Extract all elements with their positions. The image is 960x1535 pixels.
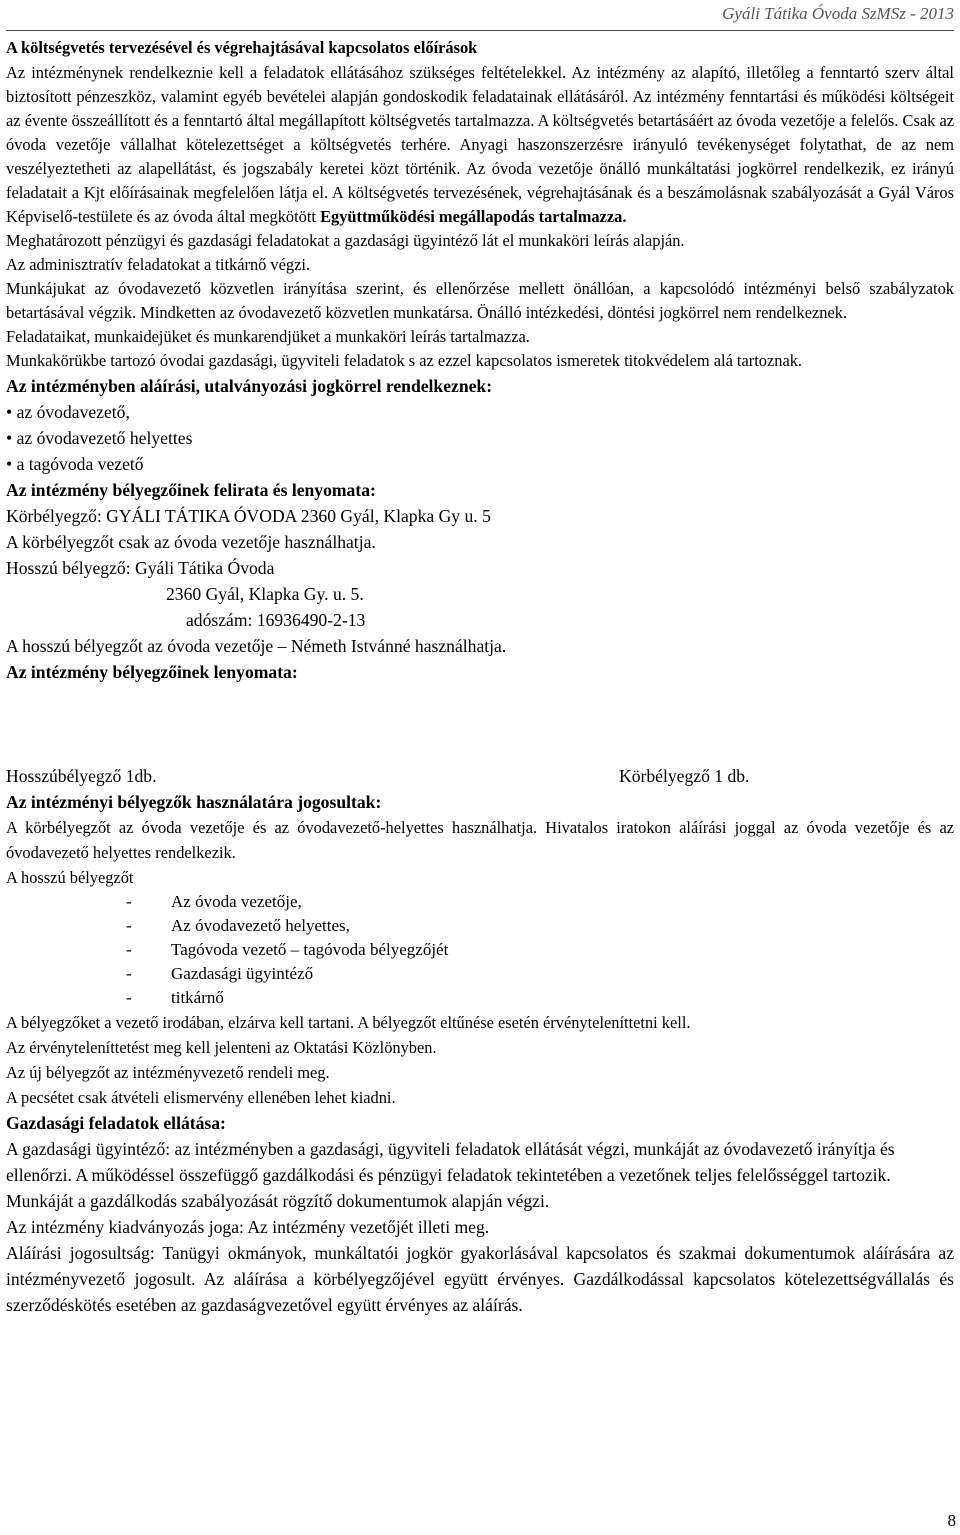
authorized-line-2: Az érvényteleníttetést meg kell jelenteni az Oktatási Közlönyben.: [6, 1038, 437, 1057]
long-stamp-count: Hosszúbélyegző 1db.: [6, 766, 157, 786]
publishing-right: Az intézmény kiadványozás joga: Az intézmény vezetőjét illeti meg.: [6, 1217, 490, 1237]
imprint-area: [6, 685, 954, 763]
round-stamp-use: A körbélyegzőt csak az óvoda vezetője használhatja.: [6, 532, 376, 552]
stamp-counts: [6, 763, 954, 789]
budget-line-2: Az adminisztratív feladatokat a titkárnő végzi.: [6, 255, 311, 274]
budget-paragraph-bold: Együttműködési megállapodás tartalmazza.: [320, 207, 627, 226]
long-stamp-users-list: [6, 890, 954, 1010]
budget-line-1: Meghatározott pénzügyi és gazdasági feladatokat a gazdasági ügyintéző lát el munkaköri leírás alapján.: [6, 231, 685, 250]
list-item: - Az óvoda vezetője,: [126, 892, 302, 911]
list-item: - Gazdasági ügyintéző: [126, 964, 314, 983]
long-stamp-line-2: 2360 Gyál, Klapka Gy. u. 5.: [166, 584, 364, 604]
round-stamp-count: Körbélyegző 1 db.: [619, 766, 750, 786]
page-header: [6, 4, 954, 31]
budget-paragraph-text: Az intézménynek rendelkeznie kell a feladatok ellátásához szükséges feltételekkel. Az intézmény az alapító, illetőleg a fenntartó szerv által biztosított pénzeszköz, valamint egyéb bevételei alapján gondoskodik feladatainak ellátásáról. Az intézmény fenntartási és működési költségeit az évente összeállított és a fenntartó által megállapított költségvetés tartalmazza. A költségvetés betartásáért az óvoda vezetője a felelős. Csak az óvoda vezetője vállalhat kötelezettséget a költségvetés terhére. Anyagi haszonszerzésre irányuló tevékenységet folytathat, de az nem veszélyeztetheti az alapellátást, és jogszabály keretei közt történik. Az óvoda vezetője önálló munkáltatási jogkörrel rendelkezik, ez irányú feladatait a Kjt előírásainak megfelelően látja el. A költségvetés tervezésének, végrehajtásának és a beszámolásnak szabályozását a Gyál Város Képviselő-testülete és az óvoda által megkötött: [6, 63, 954, 226]
stamps-heading: Az intézmény bélyegzőinek felirata és lenyomata:: [6, 480, 376, 500]
authorized-paragraph: A körbélyegzőt az óvoda vezetője és az óvodavezető-helyettes használhatja. Hivatalos iratokon aláírási joggal az óvoda vezetője és az óvodavezető helyettes rendelkezik.: [6, 818, 954, 862]
authorized-line-3: Az új bélyegzőt az intézményvezető rendeli meg.: [6, 1063, 330, 1082]
imprint-heading: Az intézmény bélyegzőinek lenyomata:: [6, 662, 298, 682]
list-item: • az óvodavezető,: [6, 399, 954, 425]
budget-line-3: Munkájukat az óvodavezető közvetlen irányítása szerint, és ellenőrzése mellett önállóan, a kapcsolódó intézményi belső szabályzatok betartásával végzik. Mindketten az óvodavezető közvetlen munkatársa. Önálló intézkedési, döntési jogkörrel nem rendelkeznek.: [6, 279, 954, 322]
signing-right: Aláírási jogosultság: Tanügyi okmányok, munkáltatói jogkör gyakorlásával kapcsolatos és szakmai dokumentumok aláírására az intézményvezető jogosult. Az aláírása a körbélyegzőjével együtt érvényes. Gazdálkodással kapcsolatos kötelezettségvállalás és szerződéskötés esetében az gazdaságvezetővel együtt érvényes az aláírás.: [6, 1243, 954, 1315]
signing-list: [6, 399, 954, 477]
long-stamp-use: A hosszú bélyegzőt az óvoda vezetője – Németh Istvánné használhatja.: [6, 636, 507, 656]
budget-paragraph: [6, 61, 954, 229]
list-item: - titkárnő: [126, 988, 224, 1007]
header-title: Gyáli Tátika Óvoda SzMSz - 2013: [722, 4, 954, 23]
round-stamp-text: Körbélyegző: GYÁLI TÁTIKA ÓVODA 2360 Gyál, Klapka Gy u. 5: [6, 506, 491, 526]
section-heading-budget: A költségvetés tervezésével és végrehajtásával kapcsolatos előírások: [6, 38, 478, 57]
authorized-line-4: A pecsétet csak átvételi elismervény ellenében lehet kiadni.: [6, 1088, 396, 1107]
authorized-line-1: A bélyegzőket a vezető irodában, elzárva kell tartani. A bélyegzőt eltűnése esetén érvényteleníttetni kell.: [6, 1013, 691, 1032]
list-item: - Tagóvoda vezető – tagóvoda bélyegzőjét: [126, 940, 449, 959]
long-stamp-intro: A hosszú bélyegzőt: [6, 868, 134, 887]
list-item: • a tagóvoda vezető: [6, 451, 954, 477]
economic-paragraph: A gazdasági ügyintéző: az intézményben a gazdasági, ügyviteli feladatok ellátását végzi, munkáját az óvodavezető irányítja és ellenőrzi. A működéssel összefüggő gazdálkodási és pénzügyi feladatok tekintetében a vezetőnek teljes felelősséggel tartozik. Munkáját a gazdálkodás szabályozását rögzítő dokumentumok alapján végzi.: [6, 1139, 895, 1211]
list-item: - Az óvodavezető helyettes,: [126, 916, 350, 935]
page-content: [6, 35, 954, 1318]
authorized-heading: Az intézményi bélyegzők használatára jogosultak:: [6, 792, 382, 812]
long-stamp-line-1: Hosszú bélyegző: Gyáli Tátika Óvoda: [6, 558, 275, 578]
budget-line-4: Feladataikat, munkaidejüket és munkarendjüket a munkaköri leírás tartalmazza.: [6, 327, 530, 346]
long-stamp-line-3: adószám: 16936490-2-13: [186, 610, 366, 630]
list-item: • az óvodavezető helyettes: [6, 425, 954, 451]
page-number: 8: [947, 1511, 956, 1530]
signing-heading: Az intézményben aláírási, utalványozási jogkörrel rendelkeznek:: [6, 376, 493, 396]
budget-line-5: Munkakörükbe tartozó óvodai gazdasági, ügyviteli feladatok s az ezzel kapcsolatos ismeretek titokvédelem alá tartoznak.: [6, 351, 803, 370]
economic-heading: Gazdasági feladatok ellátása:: [6, 1113, 226, 1133]
